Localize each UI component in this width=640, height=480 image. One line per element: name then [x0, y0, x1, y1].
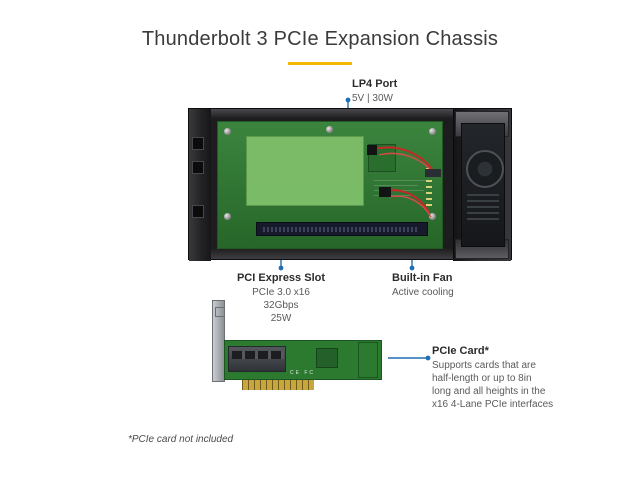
- page-title: Thunderbolt 3 PCIe Expansion Chassis: [141, 28, 499, 50]
- rear-port-2: [192, 161, 204, 174]
- rear-port-1: [192, 137, 204, 150]
- fan-vent: [467, 194, 499, 196]
- pcb-screw: [429, 213, 436, 220]
- chassis-right-bay: [453, 109, 511, 261]
- pcb-trace: [374, 195, 412, 196]
- chassis-body: [188, 108, 512, 260]
- callout-pcie-card-line3: long and all heights in the: [432, 386, 546, 397]
- callout-pci-slot-title: PCI Express Slot: [236, 272, 326, 284]
- fan-vent: [467, 206, 499, 208]
- card-ports: [228, 346, 286, 372]
- pcb-trace: [374, 185, 418, 186]
- callout-pcie-card-line1: Supports cards that are: [432, 360, 536, 371]
- pcb-screw: [224, 213, 231, 220]
- fan-vent: [467, 212, 499, 214]
- callout-fan-sub: Active cooling: [392, 287, 454, 298]
- callout-pcie-card: [432, 345, 612, 411]
- rear-port-3: [192, 205, 204, 218]
- fan-vent: [467, 218, 499, 220]
- callout-pcie-card-line4: x16 4-Lane PCIe interfaces: [432, 399, 554, 410]
- built-in-fan-graphic: [461, 123, 505, 247]
- callout-pcie-card-title: PCIe Card*: [432, 345, 489, 357]
- callout-built-in-fan: [392, 272, 512, 299]
- callout-pci-slot-line2: 32Gbps: [263, 300, 299, 311]
- pcb-screw: [224, 128, 231, 135]
- callout-lp4-port: [352, 78, 492, 105]
- callout-pci-express-slot: [216, 272, 346, 325]
- pcb-trace: [374, 190, 424, 191]
- pcb-screw: [326, 126, 333, 133]
- chassis-illustration: [188, 108, 512, 260]
- mainboard-pcb: [217, 121, 443, 249]
- card-rear-tab: [358, 342, 378, 378]
- pcb-trace: [374, 180, 428, 181]
- title-underline-rule: [288, 62, 352, 65]
- fan-vent: [467, 200, 499, 202]
- callout-pci-slot-line3: 25W: [270, 313, 292, 324]
- chassis-top-rail: [211, 109, 455, 119]
- chassis-left-wall: [189, 109, 211, 261]
- callout-fan-title: Built-in Fan: [392, 272, 453, 284]
- fan-blade-ring: [466, 150, 504, 188]
- pcb-contact-pads: [426, 168, 432, 208]
- pcb-screw: [429, 128, 436, 135]
- callout-lp4-sub: 5V | 30W: [352, 93, 393, 104]
- card-chip: [316, 348, 338, 368]
- pcb-controller-chip: [368, 144, 396, 172]
- pcb-shield-plate: [246, 136, 364, 206]
- card-certification-marks: CE FC: [290, 370, 315, 376]
- footnote: *PCIe card not included: [128, 434, 234, 445]
- callout-lp4-title: LP4 Port: [352, 78, 398, 90]
- callout-pcie-card-line2: half-length or up to 8in: [432, 373, 532, 384]
- card-edge-connector: [242, 380, 314, 390]
- pci-express-slot-graphic: [256, 222, 428, 236]
- callout-pci-slot-line1: PCIe 3.0 x16: [252, 287, 310, 298]
